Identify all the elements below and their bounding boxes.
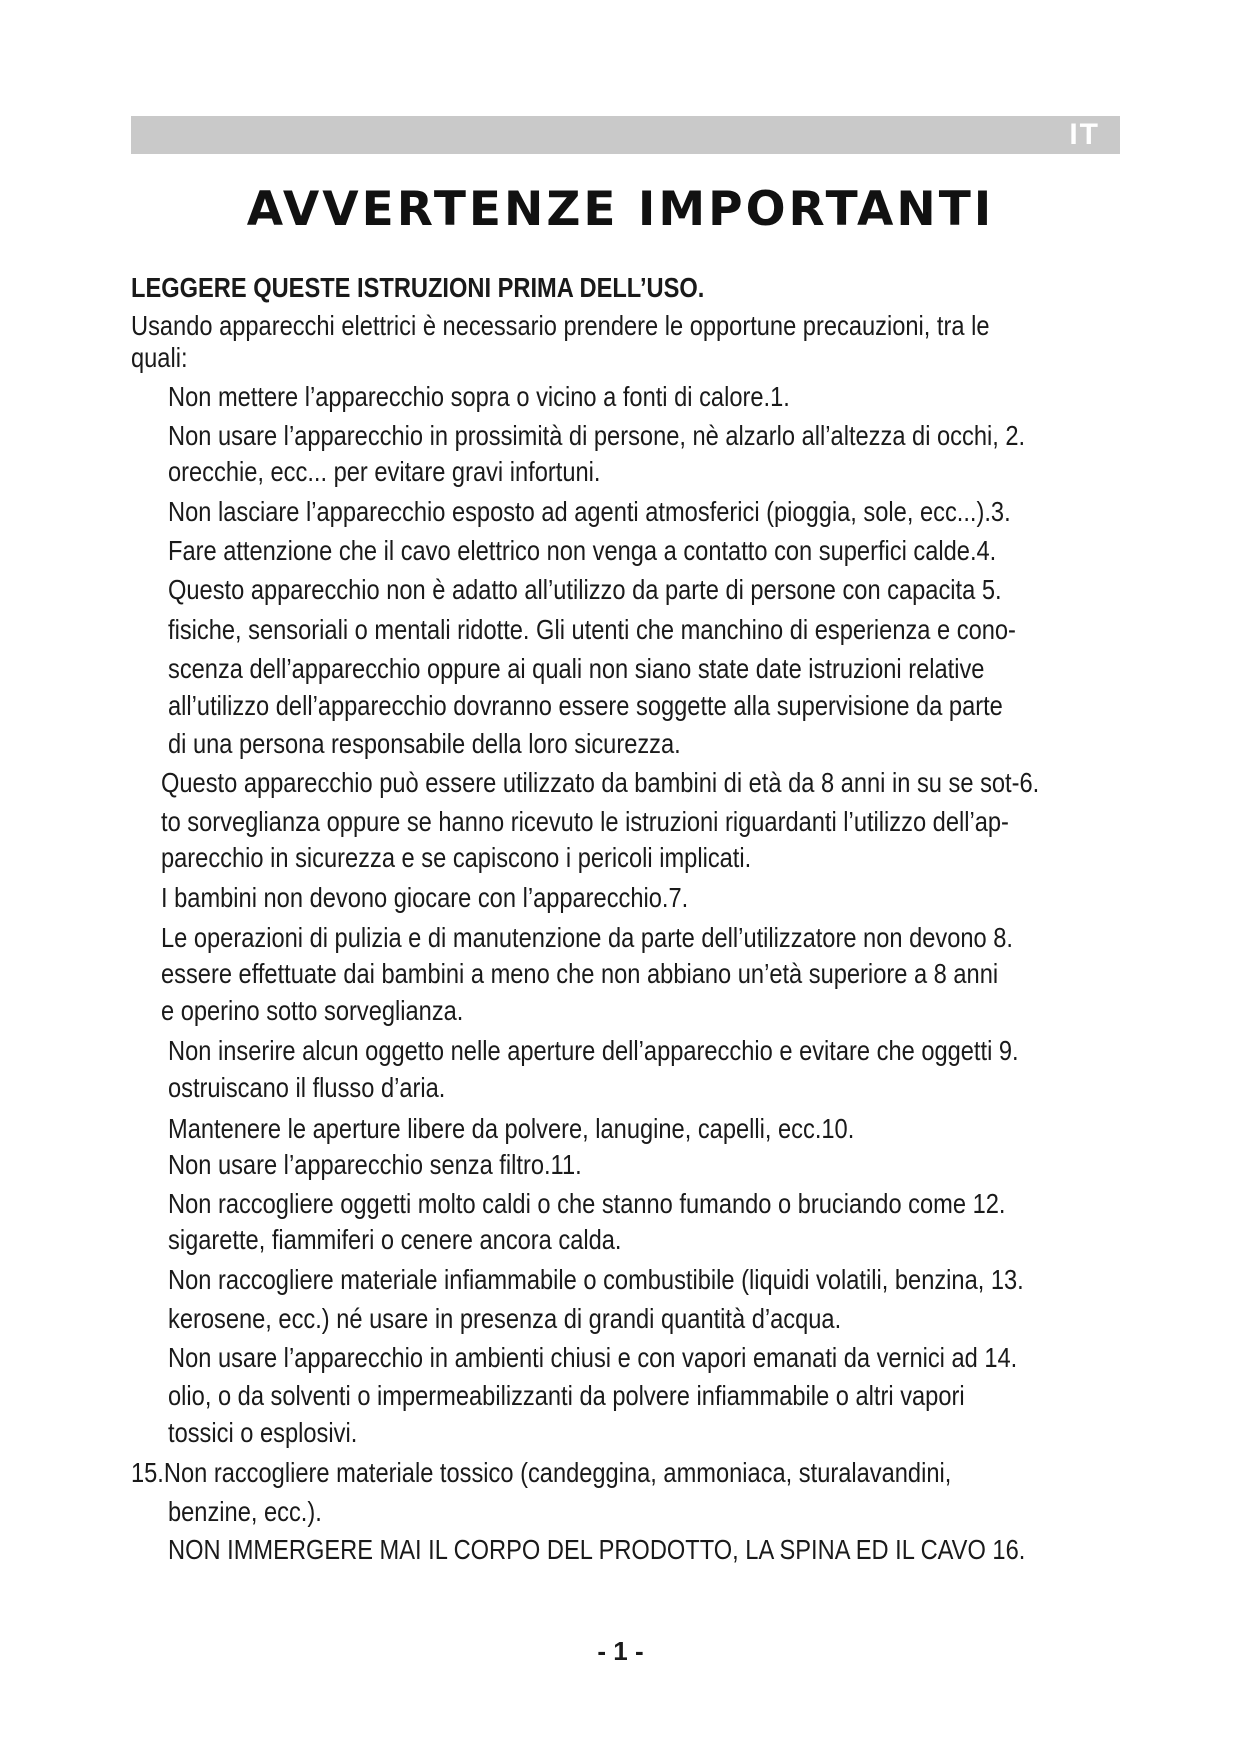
list-item: Non usare l’apparecchio in ambienti chiusi e con vapori emanati da vernici ad 14. (168, 1342, 1018, 1373)
instructions-heading: LEGGERE QUESTE ISTRUZIONI PRIMA DELL’USO. (131, 272, 705, 303)
list-item: parecchio in sicurezza e se capiscono i pericoli implicati. (161, 842, 752, 873)
list-item: sigarette, fiammiferi o cenere ancora calda. (168, 1224, 622, 1255)
intro-line: Usando apparecchi elettrici è necessario prendere le opportune precauzioni, tra le (131, 310, 990, 341)
intro-line: quali: (131, 342, 188, 373)
list-item: Fare attenzione che il cavo elettrico non venga a contatto con superfici calde.4. (168, 535, 997, 566)
page-number: - 1 - (597, 1636, 644, 1666)
list-item: benzine, ecc.). (168, 1496, 322, 1527)
list-item: Non usare l’apparecchio senza filtro.11. (168, 1149, 582, 1180)
list-item: fisiche, sensoriali o mentali ridotte. Gli utenti che manchino di esperienza e cono- (168, 614, 1016, 645)
list-item: Non raccogliere oggetti molto caldi o che stanno fumando o bruciando come 12. (168, 1188, 1006, 1219)
list-item: Non lasciare l’apparecchio esposto ad agenti atmosferici (pioggia, sole, ecc...).3. (168, 496, 1011, 527)
list-item: Questo apparecchio può essere utilizzato da bambini di età da 8 anni in su se sot-6. (161, 767, 1040, 798)
list-item: orecchie, ecc... per evitare gravi infortuni. (168, 456, 601, 487)
list-item: to sorveglianza oppure se hanno ricevuto le istruzioni riguardanti l’utilizzo dell’ap- (161, 806, 1009, 837)
list-item: NON IMMERGERE MAI IL CORPO DEL PRODOTTO, LA SPINA ED IL CAVO 16. (168, 1534, 1026, 1565)
list-item: 15.Non raccogliere materiale tossico (candeggina, ammoniaca, sturalavandini, (131, 1457, 952, 1488)
list-item: e operino sotto sorveglianza. (161, 995, 464, 1026)
language-code: IT (1069, 118, 1100, 151)
list-item: kerosene, ecc.) né usare in presenza di grandi quantità d’acqua. (168, 1303, 842, 1334)
list-item: ostruiscano il flusso d’aria. (168, 1072, 446, 1103)
list-item: Non usare l’apparecchio in prossimità di persone, nè alzarlo all’altezza di occhi, 2. (168, 420, 1026, 451)
list-item: di una persona responsabile della loro sicurezza. (168, 728, 681, 759)
list-item: all’utilizzo dell’apparecchio dovranno essere soggette alla supervisione da parte (168, 690, 1003, 721)
list-item: tossici o esplosivi. (168, 1417, 358, 1448)
list-item: scenza dell’apparecchio oppure ai quali non siano state date istruzioni relative (168, 653, 985, 684)
list-item: essere effettuate dai bambini a meno che non abbiano un’età superiore a 8 anni (161, 958, 999, 989)
list-item: Questo apparecchio non è adatto all’utilizzo da parte di persone con capacita 5. (168, 574, 1002, 605)
list-item: Non inserire alcun oggetto nelle aperture dell’apparecchio e evitare che oggetti 9. (168, 1035, 1019, 1066)
list-item: I bambini non devono giocare con l’apparecchio.7. (161, 882, 689, 913)
page-title: AVVERTENZE IMPORTANTI (246, 182, 995, 237)
language-bar (131, 116, 1120, 154)
list-item: Le operazioni di pulizia e di manutenzione da parte dell’utilizzatore non devono 8. (161, 922, 1013, 953)
list-item: Non raccogliere materiale infiammabile o combustibile (liquidi volatili, benzina, 13. (168, 1264, 1024, 1295)
list-item: olio, o da solventi o impermeabilizzanti da polvere infiammabile o altri vapori (168, 1380, 965, 1411)
list-item: Mantenere le aperture libere da polvere, lanugine, capelli, ecc.10. (168, 1113, 855, 1144)
list-item: Non mettere l’apparecchio sopra o vicino a fonti di calore.1. (168, 381, 790, 412)
